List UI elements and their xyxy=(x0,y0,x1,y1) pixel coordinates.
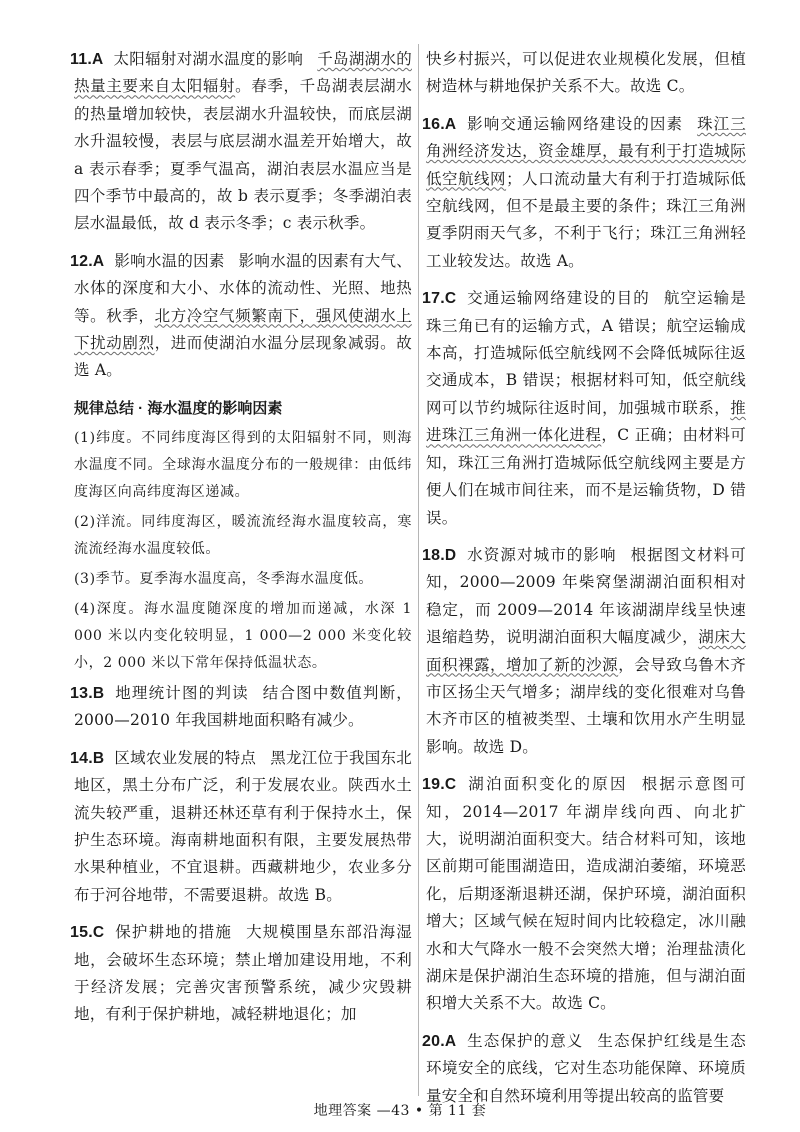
summary-item: (2)洋流。同纬度海区，暖流流经海水温度较高，寒流流经海水温度较低。 xyxy=(74,513,412,557)
answer-text: 根据图文材料可知，2000—2009 年柴窝堡湖湖泊面积相对稳定，而 2009—2014 年该湖湖岸线呈快速退缩趋势，说明湖泊面积大幅度减少， xyxy=(426,545,746,647)
answer-letter: D xyxy=(444,546,457,564)
column-divider xyxy=(418,44,419,1096)
question-number: 19. xyxy=(422,776,445,794)
question-number: 15. xyxy=(70,924,93,942)
answer-text: 根据示意图可知，2014—2017 年湖岸线向西、向北扩大，说明湖泊面积变大。结合材料可知，该地区前期可能围湖造田，造成湖泊萎缩，环境恶化，后期逐渐退耕还湖，保护环境，湖泊面积增大；区域气候在短时间内比较稳定，冰川融水和大气降水一般不会突然大增；治理盐渍化湖床是保护湖泊生态环境的措施，但与湖泊面积增大关系不大。故选 C。 xyxy=(426,775,746,1013)
page-footer: 地理答案 —43 • 第 11 套 xyxy=(313,1103,487,1119)
question-number: 18. xyxy=(422,546,445,564)
question-number: 12. xyxy=(70,252,93,270)
answer-topic: 影响水温的因素 xyxy=(114,251,225,270)
answer-text: 航空运输是珠三角已有的运输方式，A 错误；航空运输成本高，打造城际低空航线网不会降低城际往返交通成本，B 错误；根据材料可知，低空航线网可以节约城际往返时间，加强城市联系， xyxy=(426,289,746,417)
question-number: 14. xyxy=(70,749,93,767)
summary-item: (1)纬度。不同纬度海区得到的太阳辐射不同，则海水温度不同。全球海水温度分布的一般规律：由低纬度海区向高纬度海区递减。 xyxy=(74,429,412,500)
key-point: 北方冷空气频繁南下，强风使湖水上下扰动剧烈 xyxy=(74,306,412,353)
answer-text: 黑龙江位于我国东北地区，黑土分布广泛，利于发展农业。陕西水土流失较严重，退耕还林还草有利于保持水土，保护生态环境。海南耕地面积有限，主要发展热带水果种植业，不宜退耕。西藏耕地少，农业多分布于河谷地带，不需要退耕。故选 B。 xyxy=(74,748,412,904)
answer-letter: C xyxy=(444,290,457,308)
answer-topic: 影响交通运输网络建设的因素 xyxy=(466,114,684,133)
question-number: 11. xyxy=(70,51,92,68)
key-point: 推进珠江三角洲一体化进程 xyxy=(426,398,746,445)
answer-letter: B xyxy=(92,684,105,702)
answer-letter: C xyxy=(444,776,457,794)
answer-letter: A xyxy=(444,1032,457,1050)
answer-topic: 湖泊面积变化的原因 xyxy=(466,775,628,794)
answer-text: 结合图中数值判断，2000—2010 年我国耕地面积略有减少。 xyxy=(74,683,412,730)
answer-17 xyxy=(422,285,746,532)
key-point: 千岛湖湖水的热量主要来自太阳辐射 xyxy=(74,50,412,96)
answer-topic: 太阳辐射对湖水温度的影响 xyxy=(113,50,304,68)
summary-item: (3)季节。夏季海水温度高，冬季海水温度低。 xyxy=(74,570,374,587)
answer-topic: 水资源对城市的影响 xyxy=(466,545,617,564)
question-number: 13. xyxy=(70,684,93,702)
answer-topic: 地理统计图的判读 xyxy=(114,683,249,702)
answer-11 xyxy=(70,46,412,238)
answer-text: ，会导致乌鲁木齐市区扬尘天气增多；湖岸线的变化很难对乌鲁木齐市区的植被类型、土壤和饮用水产生明显影响。故选 D。 xyxy=(426,655,746,756)
answer-text: 影响水温的因素有大气、水体的深度和大小、水体的流动性、光照、地热等。秋季， xyxy=(74,251,413,325)
answer-15-continued: 快乡村振兴，可以促进农业规模化发展，但植树造林与耕地保护关系不大。故选 C。 xyxy=(426,50,746,96)
rule-summary-title: 规律总结 · 海水温度的影响因素 xyxy=(74,399,283,417)
answer-19 xyxy=(422,771,746,1018)
answer-topic: 交通运输网络建设的目的 xyxy=(466,289,650,308)
answer-topic: 生态保护的意义 xyxy=(466,1031,584,1050)
right-column xyxy=(422,46,746,1120)
answer-13 xyxy=(70,680,412,735)
answer-text: ，C 正确；由材料可知，珠江三角洲打造城际低空航线网主要是方便人们在城市间往来，而不是运输货物，D 错误。 xyxy=(426,426,746,527)
key-point: 珠江三角洲经济发达，资金雄厚，最有利于打造城际低空航线网 xyxy=(426,114,746,188)
question-number: 20. xyxy=(422,1032,445,1050)
answer-text: 。春季，千岛湖表层湖水的热量增加较快，表层湖水升温较快，而底层湖水升温较慢，表层与底层湖水温差开始增大，故 a 表示春季；夏季气温高，湖泊表层水温应当是四个季节中最高的，故 b 表示夏季；冬季湖泊表层水温最低，故 d 表示冬季；c 表示秋季。 xyxy=(74,77,412,233)
answer-text: 大规模围垦东部沿海湿地，会破坏生态环境；禁止增加建设用地，不利于经济发展；完善灾害预警系统，减少灾毁耕地，有利于保护耕地，减轻耕地退化；加 xyxy=(74,923,412,1024)
question-number: 16. xyxy=(422,115,445,133)
answer-letter: A xyxy=(92,252,105,270)
answer-20 xyxy=(422,1028,746,1110)
answer-12 xyxy=(70,248,413,385)
answer-letter: B xyxy=(92,749,105,767)
answer-letter: C xyxy=(92,924,105,942)
answer-15 xyxy=(70,919,412,1029)
question-number: 17. xyxy=(422,290,445,308)
answer-letter: A xyxy=(444,115,457,133)
answer-text: ；人口流动量大有利于打造城际低空航线网，但不是最主要的条件；珠江三角洲夏季阴雨天气多，不利于飞行；珠江三角洲轻工业较发达。故选 A。 xyxy=(426,169,746,270)
answer-text: 生态保护红线是生态环境安全的底线，它对生态功能保障、环境质量安全和自然环境利用等提出较高的监管要 xyxy=(426,1031,746,1105)
rule-summary-box xyxy=(74,395,412,677)
answer-14 xyxy=(70,745,412,909)
key-point: 湖床大面积裸露，增加了新的沙源 xyxy=(426,628,746,674)
answer-topic: 保护耕地的措施 xyxy=(114,923,233,942)
summary-item: (4)深度。海水温度随深度的增加而递减，水深 1 000 米以内变化较明显，1 000—2 000 米变化较小，2 000 米以下常年保持低温状态。 xyxy=(74,600,412,671)
answer-text: ，进而使湖泊水温分层现象减弱。故选 A。 xyxy=(74,334,412,380)
answer-letter: A xyxy=(91,51,104,68)
answer-16 xyxy=(422,111,746,275)
left-column xyxy=(70,46,413,1039)
answer-topic: 区域农业发展的特点 xyxy=(114,748,257,767)
answer-18 xyxy=(422,542,746,761)
